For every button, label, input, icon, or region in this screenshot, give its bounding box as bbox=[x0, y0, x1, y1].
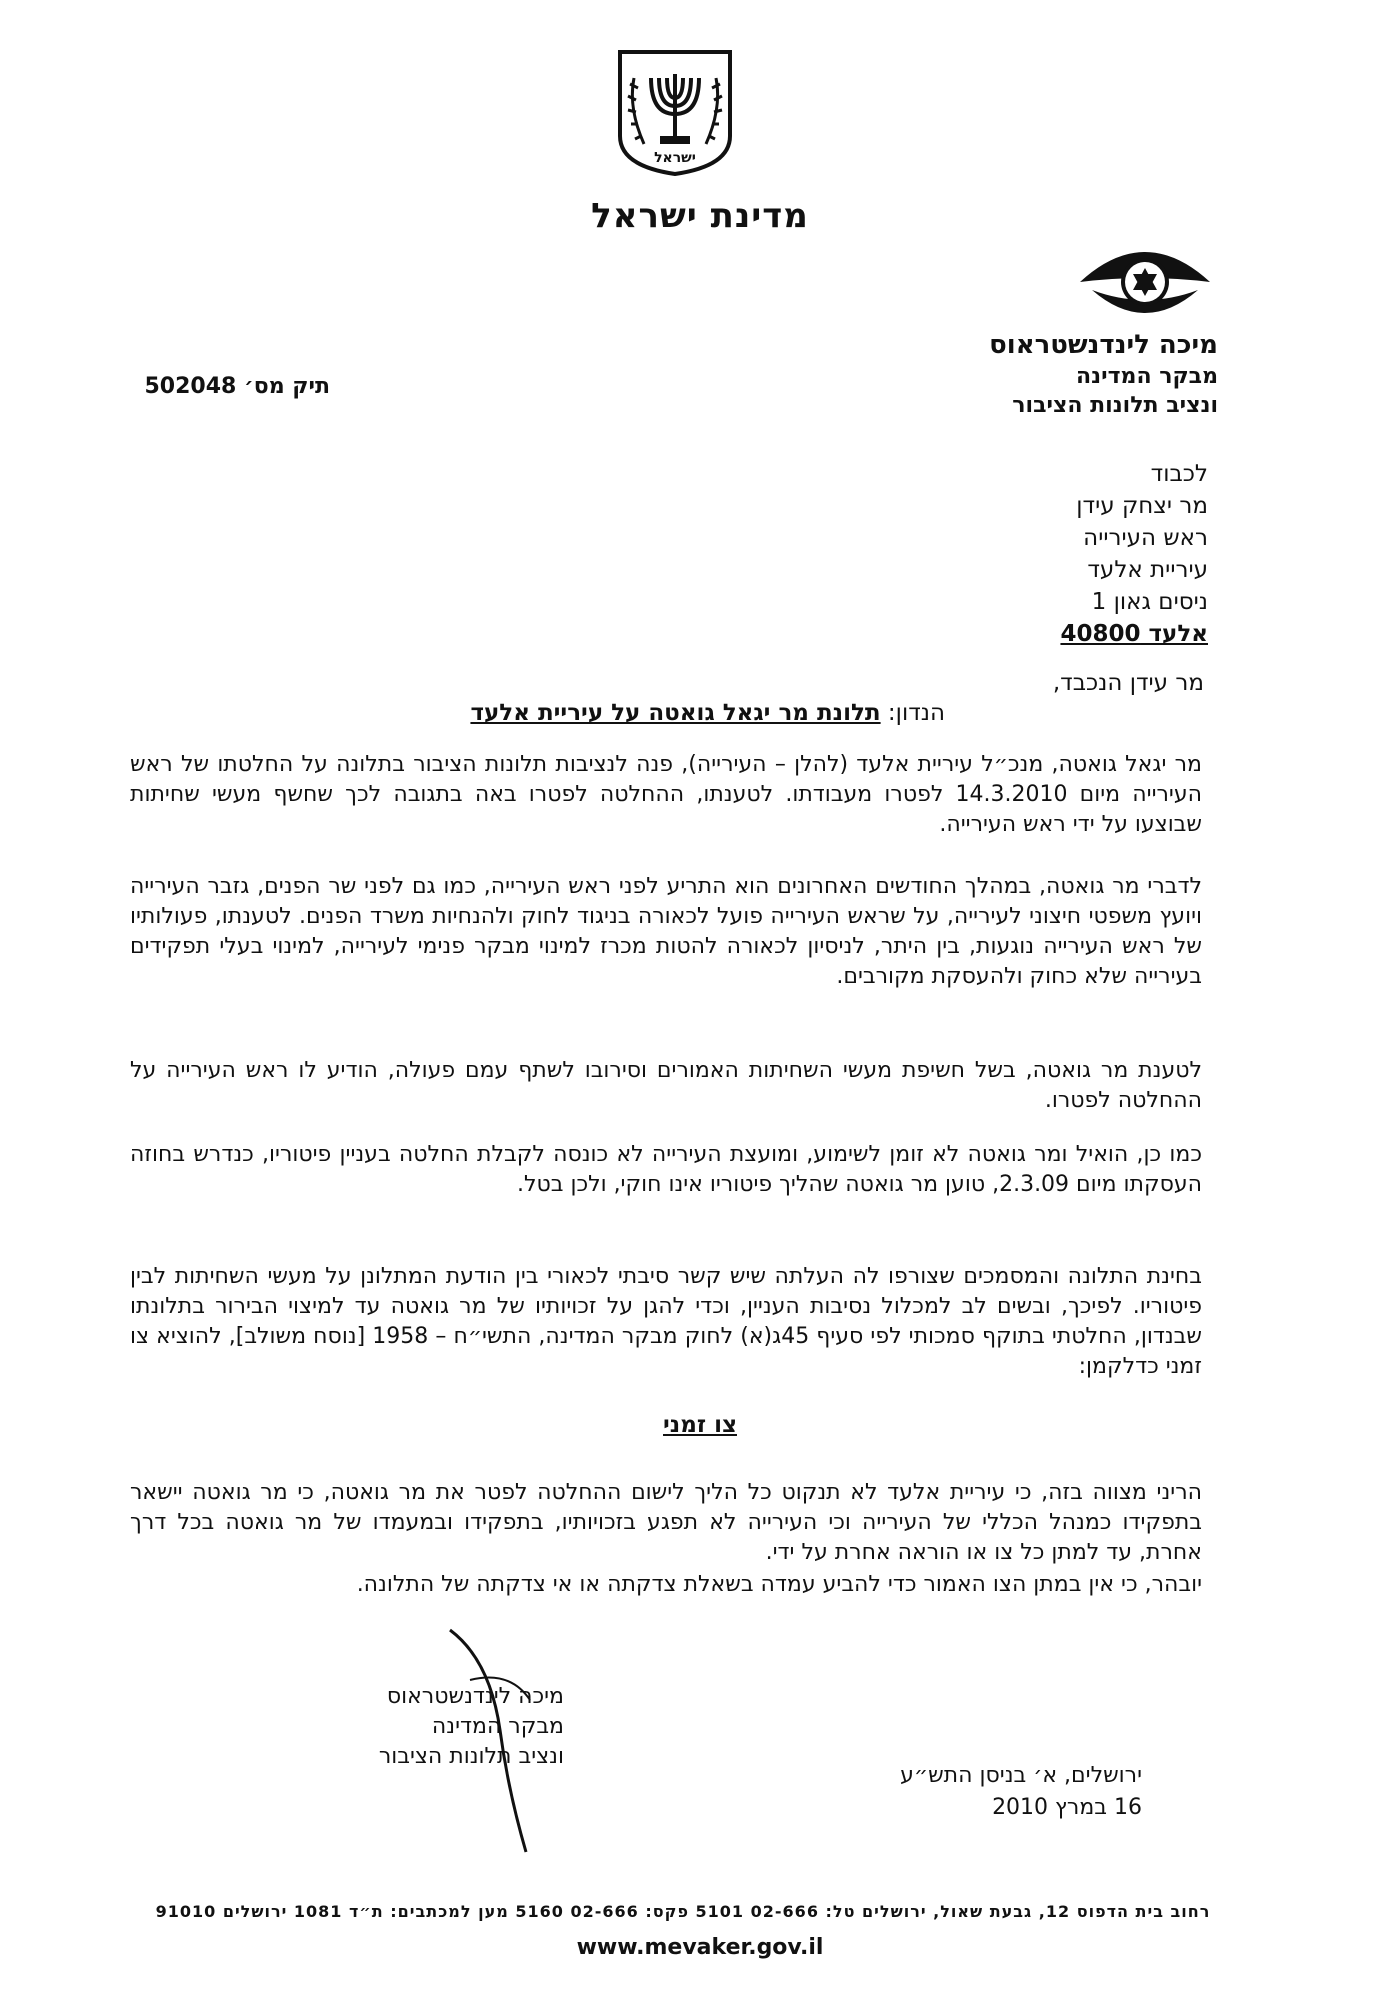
file-number: תיק מס׳ 502048 bbox=[144, 374, 330, 399]
signature-block bbox=[379, 1682, 564, 1772]
body-paragraph: מר יגאל גואטה, מנכ״ל עיריית אלעד (להלן – העירייה), פנה לנציבות תלונות הציבור בתלונה על החלטתו של ראש העירייה מיום 14.3.2010 לפטרו מעבודתו. לטענתו, ההחלטה לפטרו באה בתגובה לכך שחשף מעשי שחיתות שבוצעו על ידי ראש העירייה. bbox=[130, 752, 1203, 837]
sender-block bbox=[989, 330, 1218, 418]
state-emblem-icon bbox=[614, 48, 736, 178]
footer-address: רחוב בית הדפוס 12, גבעת שאול, ירושלים טל: 02-666 5101 פקס: 02-666 5160 מען למכתבים: ת״ד 1081 ירושלים 91010 bbox=[155, 1902, 1211, 1921]
website-link[interactable]: www.mevaker.gov.il bbox=[576, 1935, 824, 1960]
salutation: מר עידן הנכבד, bbox=[1052, 670, 1204, 696]
date-block bbox=[900, 1760, 1142, 1824]
subject-prefix: הנדון: bbox=[887, 700, 945, 726]
recipient-line: עיריית אלעד bbox=[1087, 557, 1208, 583]
subject-text: תלונת מר יגאל גואטה על עיריית אלעד bbox=[470, 700, 881, 726]
emblem-text: ישראל bbox=[654, 150, 696, 166]
hebrew-date: ירושלים, א׳ בניסן התש״ע bbox=[900, 1763, 1142, 1788]
body-paragraph: כמו כן, הואיל ומר גואטה לא זומן לשימוע, ומועצת העירייה לא כונסה לקבלת החלטה בעניין פיטוריו, כנדרש בחוזה העסקתו מיום 2.3.09, טוען מר גואטה שהליך פיטוריו אינו חוקי, ולכן בטל. bbox=[130, 1142, 1202, 1197]
sender-title-2: ונציב תלונות הציבור bbox=[1012, 393, 1218, 418]
closing-paragraph: יובהר, כי אין במתן הצו האמור כדי להביע עמדה בשאלת צדקתה או אי צדקתה של התלונה. bbox=[356, 1572, 1202, 1597]
sender-title: מבקר המדינה bbox=[1076, 364, 1218, 389]
recipient-line: לכבוד bbox=[1150, 461, 1208, 487]
sender-name: מיכה לינדנשטראוס bbox=[989, 330, 1218, 360]
body-paragraph: לטענת מר גואטה, בשל חשיפת מעשי השחיתות האמורים וסירובו לשתף עמם פעולה, הודיע לו ראש העירייה על ההחלטה לפטרו. bbox=[130, 1058, 1202, 1113]
order-title: צו זמני bbox=[663, 1412, 737, 1438]
recipient-line: ראש העירייה bbox=[1083, 525, 1208, 551]
comptroller-eye-logo-icon bbox=[1076, 240, 1214, 324]
body-paragraph: לדברי מר גואטה, במהלך החודשים האחרונים הוא התריע לפני ראש העירייה, כמו גם לפני שר הפנים, גזבר העירייה ויועץ משפטי חיצוני לעירייה, על שראש העירייה פועל לכאורה בניגוד לחוק ולהנחיות משרד הפנים. לטענתו, פעולותיו של ראש העירייה נוגעות, בין היתר, לניסיון לכאורה להטות מכרז למינוי מבקר פנימי לעירייה, למינוי בעלי תפקידים בעירייה שלא כחוק ולהעסקת מקורבים. bbox=[130, 874, 1202, 989]
recipient-line: ניסים גאון 1 bbox=[1091, 589, 1208, 615]
state-name: מדינת ישראל bbox=[591, 196, 809, 236]
recipient-city: אלעד 40800 bbox=[1060, 621, 1208, 647]
subject-line bbox=[470, 700, 945, 726]
gregorian-date: 16 במרץ 2010 bbox=[992, 1795, 1142, 1820]
recipient-line: מר יצחק עידן bbox=[1076, 493, 1208, 519]
signer-title-2: ונציב תלונות הציבור bbox=[378, 1744, 564, 1769]
order-paragraph: הריני מצווה בזה, כי עיריית אלעד לא תנקוט כל הליך לישום ההחלטה לפטר את מר גואטה, כי מר גואטה יישאר בתפקידו כמנהל הכללי של העירייה וכי העירייה לא תפגע בזכויותיו, בתפקידו ובמעמדו של מר גואטה בכל דרך אחרת, עד למתן כל צו או הוראה אחרת על ידי. bbox=[130, 1480, 1202, 1565]
signer-name: מיכה לינדנשטראוס bbox=[386, 1684, 564, 1709]
recipient-block bbox=[1060, 458, 1208, 650]
body-paragraph: בחינת התלונה והמסמכים שצורפו לה העלתה שיש קשר סיבתי לכאורי בין הודעת המתלונן על מעשי השחיתות לבין פיטוריו. לפיכך, ובשים לב למכלול נסיבות העניין, וכדי להגן על זכויותיו של מר גואטה עד למיצוי הבירור בתלונתו שבנדון, החלטתי בתוקף סמכותי לפי סעיף 45ג(א) לחוק מבקר המדינה, התשי״ח – 1958 [נוסח משולב], להוציא צו זמני כדלקמן: bbox=[130, 1264, 1202, 1379]
signer-title: מבקר המדינה bbox=[431, 1714, 564, 1739]
